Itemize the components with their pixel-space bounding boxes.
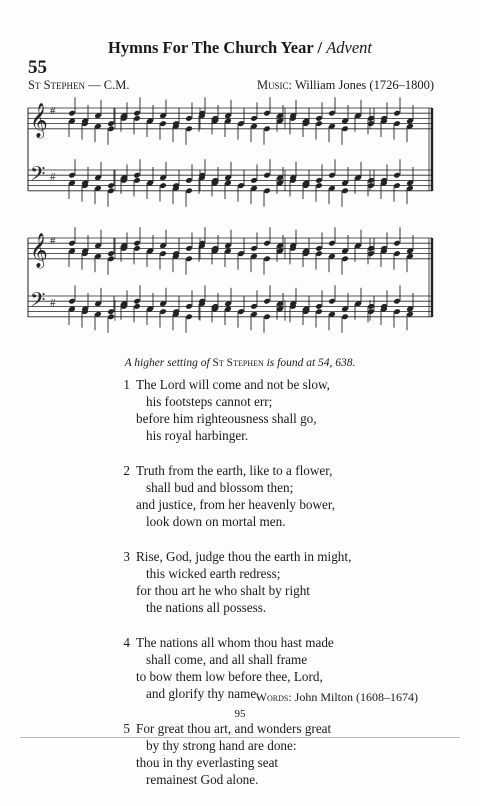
verse-line: shall bud and blossom then; — [146, 480, 294, 495]
verse-number: 4 — [123, 635, 130, 650]
key-signature-sharp: # — [50, 235, 56, 247]
author: John Milton (1608–1674) — [294, 690, 418, 704]
verse-line: thou in thy everlasting seat — [136, 755, 279, 770]
meter: — C.M. — [88, 78, 130, 92]
season-title: Advent — [326, 38, 372, 57]
verse-1 — [120, 376, 420, 444]
key-signature-sharp: # — [50, 105, 56, 117]
composer: William Jones (1726–1800) — [294, 78, 434, 92]
verse-line: this wicked earth redress; — [146, 566, 281, 581]
book-title: Hymns For The Church Year — [107, 38, 314, 57]
words-credit-label: Words: — [255, 690, 292, 704]
verse-line: by thy strong hand are done: — [146, 738, 297, 753]
hymn-number: 55 — [28, 57, 47, 78]
verse-line: and justice, from her heavenly bower, — [136, 497, 336, 512]
note-tune-name: St Stephen — [212, 357, 264, 369]
verse-line: to bow them low before thee, Lord, — [136, 669, 323, 684]
verse-5 — [120, 720, 420, 788]
verse-2 — [120, 462, 420, 530]
verse-line: Rise, God, judge thou the earth in might, — [136, 549, 352, 564]
alternate-setting-note — [0, 357, 480, 369]
music-credit-label: Music: — [256, 78, 293, 92]
verses — [120, 376, 420, 806]
page-number: 95 — [234, 708, 246, 720]
tune-name: St Stephen — [28, 78, 86, 92]
verse-line: look down on mortal men. — [146, 514, 286, 529]
verse-line: the nations all possess. — [146, 600, 267, 615]
verse-number: 2 — [123, 463, 130, 478]
verse-line: and glorify thy name. — [146, 686, 260, 701]
key-signature-sharp: # — [50, 171, 56, 183]
verse-number: 3 — [123, 549, 130, 564]
page-bottom-rule — [20, 737, 460, 738]
verse-line: The Lord will come and not be slow, — [136, 377, 330, 392]
verse-line: before him righteousness shall go, — [136, 411, 317, 426]
words-credit — [256, 690, 418, 705]
verse-line: remainest God alone. — [146, 772, 259, 787]
verse-line: his footsteps cannot err; — [146, 394, 273, 409]
verse-line: Truth from the earth, like to a flower, — [136, 463, 333, 478]
music-score — [0, 0, 480, 350]
note-suffix: is found at 54, 638. — [266, 357, 356, 369]
treble-clef-icon: 𝄞 — [30, 103, 48, 138]
verse-line: for thou art he who shalt by right — [136, 583, 310, 598]
verse-number: 5 — [123, 721, 130, 736]
verse-number: 1 — [123, 377, 130, 392]
verse-line: shall come, and all shall frame — [146, 652, 308, 667]
treble-clef-icon: 𝄞 — [30, 233, 48, 268]
verse-line: The nations all whom thou hast made — [136, 635, 334, 650]
header-separator: / — [317, 38, 323, 57]
key-signature-sharp: # — [50, 297, 56, 309]
verse-line: his royal harbinger. — [146, 428, 249, 443]
note-prefix: A higher setting of — [124, 357, 210, 369]
bass-clef-icon: 𝄢 — [30, 288, 46, 316]
verse-3 — [120, 548, 420, 616]
bass-clef-icon: 𝄢 — [30, 162, 46, 190]
verse-line: For great thou art, and wonders great — [136, 721, 332, 736]
